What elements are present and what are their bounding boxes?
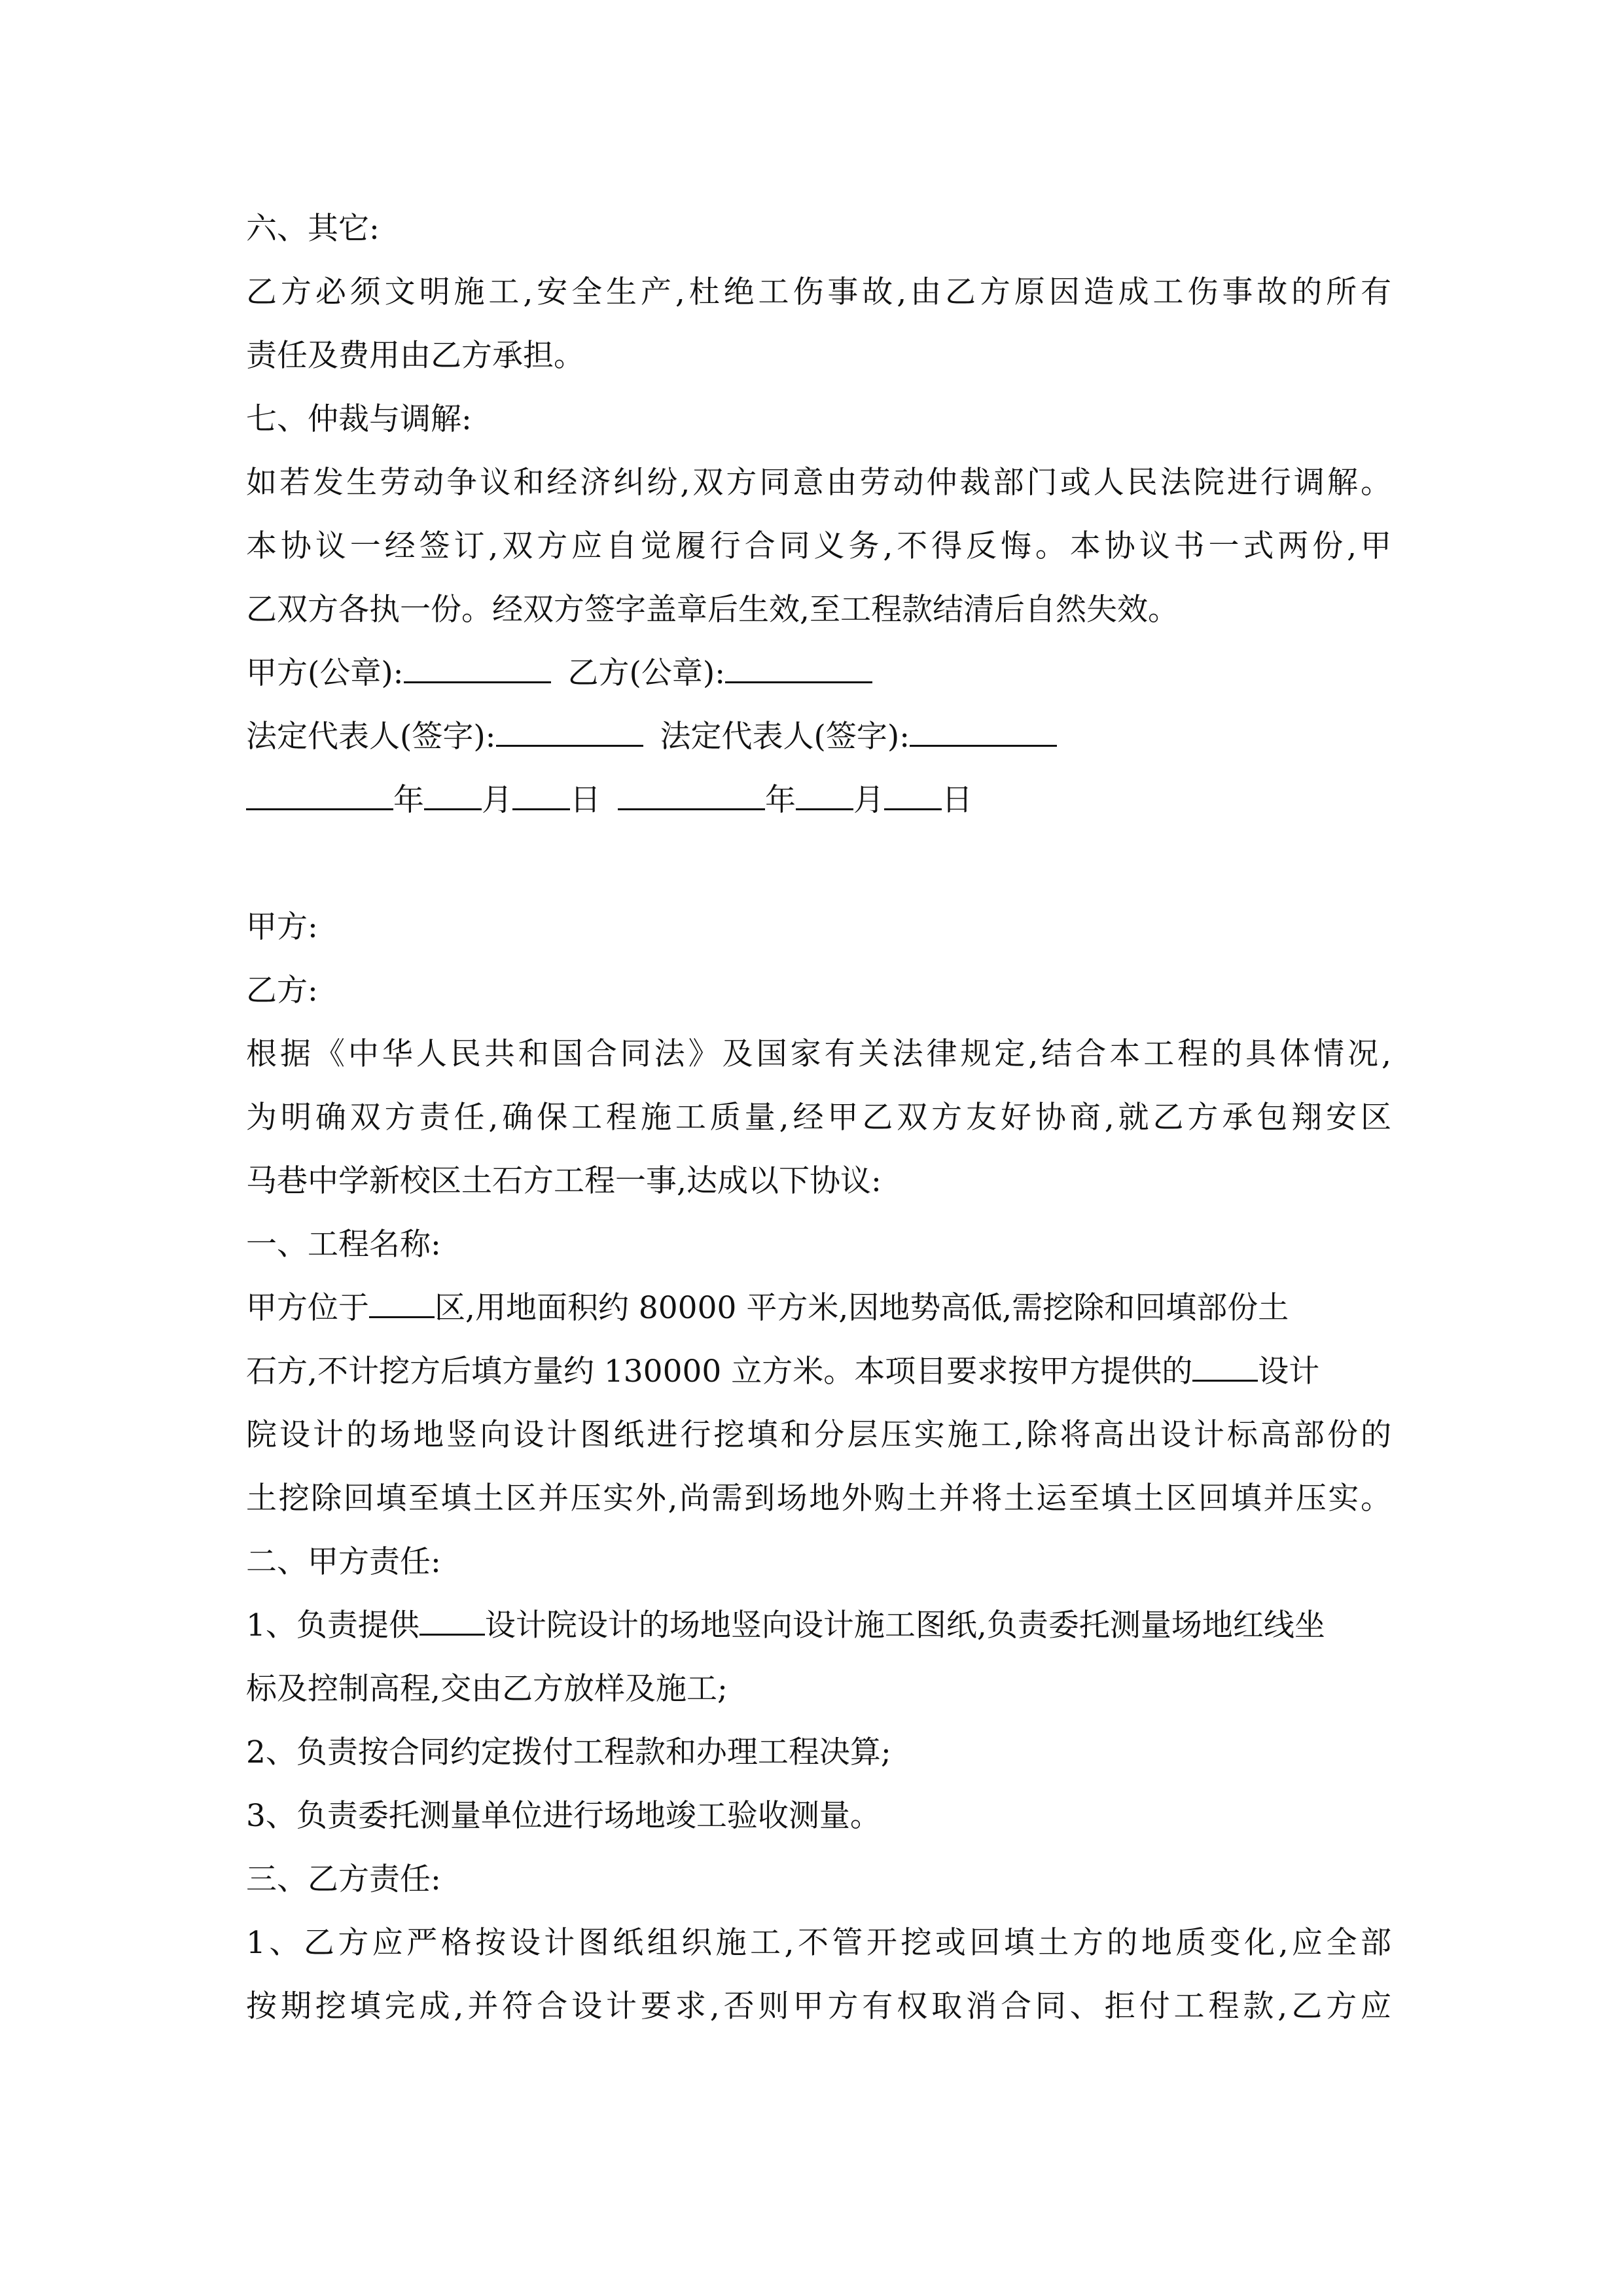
section1-line1-a: 甲方位于 xyxy=(246,1290,369,1326)
section1-line1-b: 区,用地面积约 80000 平方米,因地势高低,需挖除和回填部份土 xyxy=(435,1290,1289,1326)
section1-heading: 一、工程名称: xyxy=(246,1227,441,1263)
party-a-seal-blank xyxy=(404,655,551,683)
section2-item1-a: 1、负责提供 xyxy=(246,1607,419,1643)
section2-item1-b: 设计院设计的场地竖向设计施工图纸,负责委托测量场地红线坐 xyxy=(484,1607,1325,1643)
date-b-year-blank xyxy=(618,782,765,810)
section7-body-line1: 如若发生劳动争议和经济纠纷,双方同意由劳动仲裁部门或人民法院进行调解。 xyxy=(246,465,1391,501)
date-a-day-blank xyxy=(512,782,570,810)
representative-line xyxy=(246,715,1391,759)
section6-body-line2: 责任及费用由乙方承担。 xyxy=(246,338,584,374)
section2-item1 xyxy=(246,1604,1391,1647)
section1-line1 xyxy=(246,1287,1391,1330)
date-b-month-label: 月 xyxy=(853,782,884,818)
section2-item1-line2: 标及控制高程,交由乙方放样及施工; xyxy=(246,1671,728,1707)
section2-item3: 3、负责委托测量单位进行场地竣工验收测量。 xyxy=(246,1798,881,1834)
party-b-seal-label: 乙方(公章): xyxy=(567,655,726,691)
section1-line2-b: 设计 xyxy=(1258,1354,1320,1390)
date-a-month-label: 月 xyxy=(482,782,512,818)
district-blank xyxy=(369,1290,435,1318)
section2-item2: 2、负责按合同约定拨付工程款和办理工程决算; xyxy=(246,1734,891,1770)
date-a-day-label: 日 xyxy=(570,782,601,818)
section3-heading: 三、乙方责任: xyxy=(246,1861,441,1897)
date-b-year-label: 年 xyxy=(765,782,796,818)
party-a-line: 甲方: xyxy=(246,909,318,945)
seal-line xyxy=(246,652,1391,695)
provider-blank xyxy=(419,1607,485,1636)
section7-heading: 七、仲裁与调解: xyxy=(246,401,472,437)
section3-item1-line2: 按期挖填完成,并符合设计要求,否则甲方有权取消合同、拒付工程款,乙方应 xyxy=(246,1988,1391,2024)
date-b-day-label: 日 xyxy=(942,782,972,818)
date-b-day-blank xyxy=(884,782,942,810)
section1-line2-a: 石方,不计挖方后填方量约 130000 立方米。本项目要求按甲方提供的 xyxy=(246,1354,1193,1390)
preamble-line3: 马巷中学新校区土石方工程一事,达成以下协议: xyxy=(246,1163,882,1199)
section1-line3: 院设计的场地竖向设计图纸进行挖填和分层压实施工,除将高出设计标高部份的 xyxy=(246,1417,1391,1453)
section7-body-line3: 乙双方各执一份。经双方签字盖章后生效,至工程款结清后自然失效。 xyxy=(246,592,1179,628)
party-b-seal-blank xyxy=(725,655,872,683)
section2-heading: 二、甲方责任: xyxy=(246,1544,441,1580)
date-a-year-blank xyxy=(246,782,393,810)
section3-item1-line1: 1、乙方应严格按设计图纸组织施工,不管开挖或回填土方的地质变化,应全部 xyxy=(246,1925,1391,1961)
design-institute-blank xyxy=(1192,1354,1258,1382)
section1-line2 xyxy=(246,1350,1391,1393)
rep-b-blank xyxy=(910,719,1057,747)
date-line xyxy=(246,779,1391,822)
party-a-seal-label: 甲方(公章): xyxy=(246,655,404,691)
date-a-month-blank xyxy=(424,782,482,810)
section6-body-line1: 乙方必须文明施工,安全生产,杜绝工伤事故,由乙方原因造成工伤事故的所有 xyxy=(246,274,1391,310)
date-a-year-label: 年 xyxy=(393,782,424,818)
date-b-month-blank xyxy=(796,782,853,810)
section6-heading: 六、其它: xyxy=(246,211,380,247)
rep-b-label: 法定代表人(签字): xyxy=(660,719,910,755)
rep-a-blank xyxy=(496,719,643,747)
section1-line4: 土挖除回填至填土区并压实外,尚需到场地外购土并将土运至填土区回填并压实。 xyxy=(246,1480,1391,1516)
preamble-line2: 为明确双方责任,确保工程施工质量,经甲乙双方友好协商,就乙方承包翔安区 xyxy=(246,1100,1391,1136)
party-b-line: 乙方: xyxy=(246,973,318,1009)
section7-body-line2: 本协议一经签订,双方应自觉履行合同义务,不得反悔。本协议书一式两份,甲 xyxy=(246,528,1391,564)
rep-a-label: 法定代表人(签字): xyxy=(246,719,496,755)
preamble-line1: 根据《中华人民共和国合同法》及国家有关法律规定,结合本工程的具体情况, xyxy=(246,1036,1391,1072)
